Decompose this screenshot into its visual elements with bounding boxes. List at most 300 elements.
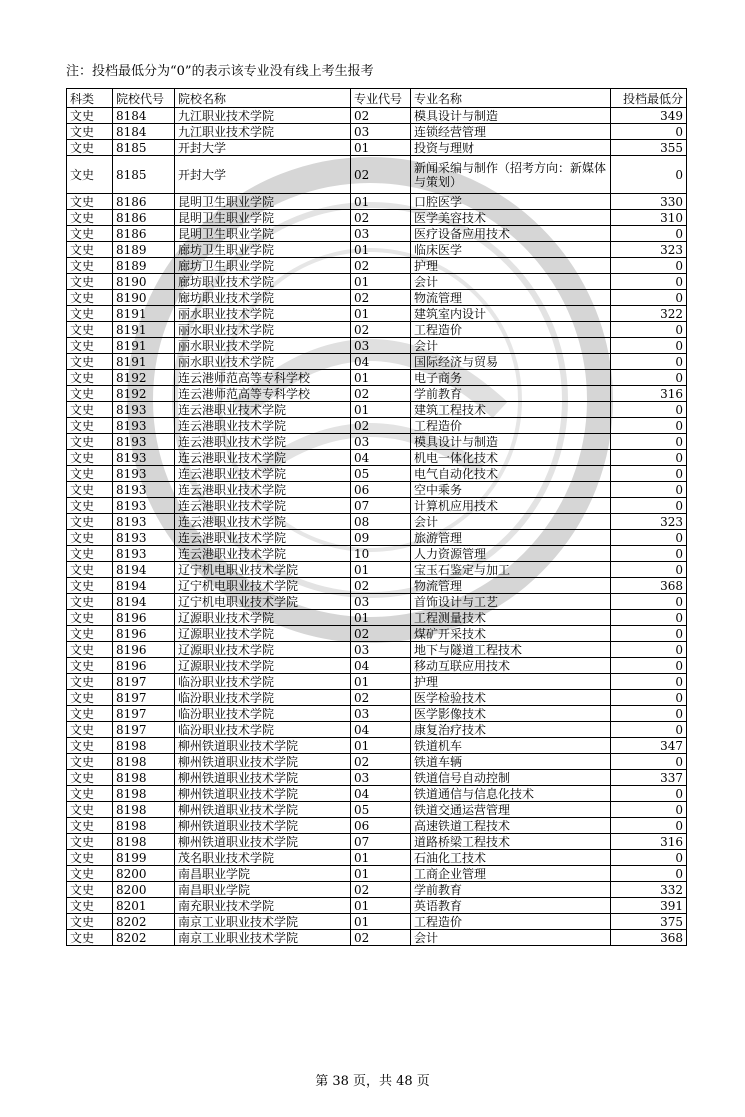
cell-min-score: 0 xyxy=(611,322,687,338)
cell-major-name: 铁道机车 xyxy=(411,738,611,754)
cell-category: 文史 xyxy=(67,898,113,914)
cell-school-name: 柳州铁道职业技术学院 xyxy=(175,834,351,850)
table-row xyxy=(67,594,687,610)
cell-min-score: 0 xyxy=(611,530,687,546)
cell-school-name: 辽宁机电职业技术学院 xyxy=(175,578,351,594)
cell-major-code: 01 xyxy=(351,610,411,626)
table-row xyxy=(67,834,687,850)
cell-category: 文史 xyxy=(67,386,113,402)
cell-category: 文史 xyxy=(67,124,113,140)
table-row xyxy=(67,578,687,594)
cell-school-code: 8196 xyxy=(113,610,175,626)
cell-category: 文史 xyxy=(67,690,113,706)
cell-major-code: 07 xyxy=(351,834,411,850)
cell-major-code: 01 xyxy=(351,402,411,418)
cell-school-code: 8189 xyxy=(113,242,175,258)
cell-category: 文史 xyxy=(67,626,113,642)
table-row xyxy=(67,402,687,418)
cell-min-score: 0 xyxy=(611,546,687,562)
cell-school-name: 辽源职业技术学院 xyxy=(175,626,351,642)
cell-school-name: 南京工业职业技术学院 xyxy=(175,930,351,946)
cell-major-code: 02 xyxy=(351,108,411,124)
cell-school-name: 连云港职业技术学院 xyxy=(175,418,351,434)
cell-category: 文史 xyxy=(67,354,113,370)
table-row xyxy=(67,866,687,882)
cell-major-code: 08 xyxy=(351,514,411,530)
cell-school-name: 柳州铁道职业技术学院 xyxy=(175,802,351,818)
cell-category: 文史 xyxy=(67,674,113,690)
cell-category: 文史 xyxy=(67,738,113,754)
cell-min-score: 0 xyxy=(611,754,687,770)
table-row xyxy=(67,156,687,194)
cell-major-name: 医学检验技术 xyxy=(411,690,611,706)
cell-school-code: 8184 xyxy=(113,124,175,140)
cell-school-name: 丽水职业技术学院 xyxy=(175,322,351,338)
cell-major-code: 02 xyxy=(351,210,411,226)
cell-school-code: 8193 xyxy=(113,402,175,418)
cell-school-code: 8196 xyxy=(113,658,175,674)
cell-school-code: 8191 xyxy=(113,322,175,338)
cell-school-code: 8193 xyxy=(113,546,175,562)
admission-score-table xyxy=(66,88,687,946)
cell-major-name: 学前教育 xyxy=(411,882,611,898)
cell-major-code: 02 xyxy=(351,156,411,194)
cell-category: 文史 xyxy=(67,434,113,450)
table-row xyxy=(67,194,687,210)
cell-school-name: 昆明卫生职业学院 xyxy=(175,226,351,242)
cell-school-name: 南充职业技术学院 xyxy=(175,898,351,914)
cell-major-name: 移动互联应用技术 xyxy=(411,658,611,674)
cell-category: 文史 xyxy=(67,866,113,882)
cell-school-code: 8198 xyxy=(113,770,175,786)
cell-min-score: 322 xyxy=(611,306,687,322)
page-footer: 第 38 页，共 48 页 xyxy=(315,1074,430,1089)
cell-min-score: 0 xyxy=(611,674,687,690)
table-row xyxy=(67,306,687,322)
cell-school-name: 柳州铁道职业技术学院 xyxy=(175,770,351,786)
cell-school-name: 柳州铁道职业技术学院 xyxy=(175,818,351,834)
cell-category: 文史 xyxy=(67,306,113,322)
cell-school-name: 廊坊卫生职业学院 xyxy=(175,242,351,258)
cell-school-name: 柳州铁道职业技术学院 xyxy=(175,738,351,754)
table-row xyxy=(67,258,687,274)
table-row xyxy=(67,498,687,514)
table-row xyxy=(67,914,687,930)
cell-school-code: 8192 xyxy=(113,370,175,386)
cell-min-score: 347 xyxy=(611,738,687,754)
cell-category: 文史 xyxy=(67,722,113,738)
cell-school-code: 8193 xyxy=(113,482,175,498)
cell-school-code: 8196 xyxy=(113,642,175,658)
cell-major-code: 02 xyxy=(351,930,411,946)
table-row xyxy=(67,290,687,306)
table-row xyxy=(67,514,687,530)
cell-school-name: 临汾职业技术学院 xyxy=(175,722,351,738)
cell-category: 文史 xyxy=(67,850,113,866)
cell-major-code: 01 xyxy=(351,194,411,210)
cell-category: 文史 xyxy=(67,914,113,930)
cell-major-name: 高速铁道工程技术 xyxy=(411,818,611,834)
cell-major-name: 新闻采编与制作（招考方向：新媒体与策划） xyxy=(411,156,611,194)
cell-category: 文史 xyxy=(67,642,113,658)
cell-school-code: 8191 xyxy=(113,354,175,370)
cell-school-code: 8192 xyxy=(113,386,175,402)
cell-major-name: 学前教育 xyxy=(411,386,611,402)
cell-school-name: 辽宁机电职业技术学院 xyxy=(175,562,351,578)
table-row xyxy=(67,322,687,338)
cell-major-code: 02 xyxy=(351,882,411,898)
cell-major-code: 03 xyxy=(351,594,411,610)
cell-school-name: 连云港职业技术学院 xyxy=(175,498,351,514)
cell-min-score: 0 xyxy=(611,850,687,866)
table-row xyxy=(67,738,687,754)
cell-school-name: 连云港职业技术学院 xyxy=(175,482,351,498)
table-row xyxy=(67,690,687,706)
cell-school-code: 8191 xyxy=(113,338,175,354)
cell-min-score: 0 xyxy=(611,626,687,642)
table-row xyxy=(67,434,687,450)
cell-category: 文史 xyxy=(67,482,113,498)
cell-category: 文史 xyxy=(67,834,113,850)
cell-min-score: 0 xyxy=(611,418,687,434)
cell-category: 文史 xyxy=(67,418,113,434)
cell-category: 文史 xyxy=(67,802,113,818)
cell-major-code: 04 xyxy=(351,658,411,674)
cell-min-score: 0 xyxy=(611,482,687,498)
cell-major-name: 康复治疗技术 xyxy=(411,722,611,738)
cell-school-code: 8202 xyxy=(113,930,175,946)
table-row xyxy=(67,482,687,498)
cell-min-score: 0 xyxy=(611,226,687,242)
cell-school-name: 辽源职业技术学院 xyxy=(175,610,351,626)
cell-min-score: 316 xyxy=(611,834,687,850)
cell-category: 文史 xyxy=(67,108,113,124)
table-row xyxy=(67,386,687,402)
cell-category: 文史 xyxy=(67,514,113,530)
cell-major-name: 会计 xyxy=(411,338,611,354)
cell-major-code: 01 xyxy=(351,370,411,386)
cell-category: 文史 xyxy=(67,466,113,482)
cell-category: 文史 xyxy=(67,242,113,258)
cell-major-code: 01 xyxy=(351,242,411,258)
cell-min-score: 332 xyxy=(611,882,687,898)
cell-min-score: 0 xyxy=(611,610,687,626)
cell-category: 文史 xyxy=(67,402,113,418)
cell-school-code: 8194 xyxy=(113,578,175,594)
cell-category: 文史 xyxy=(67,562,113,578)
cell-school-name: 辽宁机电职业技术学院 xyxy=(175,594,351,610)
cell-major-name: 电子商务 xyxy=(411,370,611,386)
cell-min-score: 0 xyxy=(611,466,687,482)
table-row xyxy=(67,786,687,802)
table-row xyxy=(67,210,687,226)
cell-major-name: 模具设计与制造 xyxy=(411,108,611,124)
table-row xyxy=(67,466,687,482)
cell-category: 文史 xyxy=(67,274,113,290)
cell-category: 文史 xyxy=(67,754,113,770)
cell-min-score: 316 xyxy=(611,386,687,402)
cell-major-name: 会计 xyxy=(411,930,611,946)
cell-school-name: 辽源职业技术学院 xyxy=(175,658,351,674)
cell-major-code: 02 xyxy=(351,626,411,642)
table-row xyxy=(67,108,687,124)
cell-school-code: 8200 xyxy=(113,882,175,898)
cell-major-code: 01 xyxy=(351,850,411,866)
table-row xyxy=(67,610,687,626)
header-major-code: 专业代号 xyxy=(351,89,411,108)
cell-school-code: 8185 xyxy=(113,156,175,194)
cell-min-score: 0 xyxy=(611,258,687,274)
header-category: 科类 xyxy=(67,89,113,108)
table-row xyxy=(67,706,687,722)
cell-school-code: 8185 xyxy=(113,140,175,156)
cell-category: 文史 xyxy=(67,322,113,338)
cell-min-score: 0 xyxy=(611,434,687,450)
cell-major-code: 03 xyxy=(351,706,411,722)
cell-major-code: 02 xyxy=(351,258,411,274)
cell-school-code: 8189 xyxy=(113,258,175,274)
cell-school-name: 柳州铁道职业技术学院 xyxy=(175,754,351,770)
cell-major-code: 01 xyxy=(351,914,411,930)
cell-min-score: 0 xyxy=(611,124,687,140)
cell-major-name: 地下与隧道工程技术 xyxy=(411,642,611,658)
cell-category: 文史 xyxy=(67,450,113,466)
cell-school-code: 8200 xyxy=(113,866,175,882)
cell-min-score: 0 xyxy=(611,642,687,658)
cell-category: 文史 xyxy=(67,370,113,386)
cell-school-code: 8197 xyxy=(113,674,175,690)
cell-school-code: 8193 xyxy=(113,434,175,450)
header-school-code: 院校代号 xyxy=(113,89,175,108)
cell-category: 文史 xyxy=(67,594,113,610)
cell-min-score: 0 xyxy=(611,818,687,834)
cell-min-score: 375 xyxy=(611,914,687,930)
cell-category: 文史 xyxy=(67,290,113,306)
cell-school-code: 8201 xyxy=(113,898,175,914)
cell-min-score: 0 xyxy=(611,274,687,290)
table-row xyxy=(67,770,687,786)
table-row xyxy=(67,658,687,674)
cell-major-name: 连锁经营管理 xyxy=(411,124,611,140)
cell-school-name: 九江职业技术学院 xyxy=(175,124,351,140)
cell-major-name: 工程测量技术 xyxy=(411,610,611,626)
cell-school-code: 8193 xyxy=(113,530,175,546)
cell-min-score: 0 xyxy=(611,866,687,882)
cell-school-code: 8193 xyxy=(113,514,175,530)
cell-category: 文史 xyxy=(67,770,113,786)
table-row xyxy=(67,140,687,156)
cell-category: 文史 xyxy=(67,578,113,594)
cell-category: 文史 xyxy=(67,786,113,802)
cell-school-code: 8191 xyxy=(113,306,175,322)
cell-school-name: 茂名职业技术学院 xyxy=(175,850,351,866)
table-row xyxy=(67,642,687,658)
cell-min-score: 391 xyxy=(611,898,687,914)
cell-school-code: 8190 xyxy=(113,290,175,306)
table-row xyxy=(67,850,687,866)
cell-major-code: 04 xyxy=(351,354,411,370)
cell-major-name: 铁道通信与信息化技术 xyxy=(411,786,611,802)
cell-major-code: 03 xyxy=(351,124,411,140)
cell-major-name: 英语教育 xyxy=(411,898,611,914)
table-row xyxy=(67,354,687,370)
cell-school-code: 8199 xyxy=(113,850,175,866)
cell-major-code: 03 xyxy=(351,226,411,242)
cell-major-name: 铁道交通运营管理 xyxy=(411,802,611,818)
cell-category: 文史 xyxy=(67,530,113,546)
cell-major-code: 03 xyxy=(351,642,411,658)
cell-major-code: 05 xyxy=(351,802,411,818)
cell-min-score: 0 xyxy=(611,402,687,418)
cell-major-name: 工程造价 xyxy=(411,914,611,930)
cell-major-code: 09 xyxy=(351,530,411,546)
cell-min-score: 368 xyxy=(611,930,687,946)
cell-major-name: 工商企业管理 xyxy=(411,866,611,882)
cell-school-code: 8197 xyxy=(113,722,175,738)
cell-school-name: 廊坊职业技术学院 xyxy=(175,274,351,290)
cell-category: 文史 xyxy=(67,658,113,674)
cell-major-name: 铁道信号自动控制 xyxy=(411,770,611,786)
table-row xyxy=(67,338,687,354)
cell-category: 文史 xyxy=(67,818,113,834)
cell-major-name: 道路桥梁工程技术 xyxy=(411,834,611,850)
cell-major-name: 建筑室内设计 xyxy=(411,306,611,322)
cell-school-name: 丽水职业技术学院 xyxy=(175,338,351,354)
cell-school-name: 柳州铁道职业技术学院 xyxy=(175,786,351,802)
cell-major-name: 会计 xyxy=(411,514,611,530)
cell-major-code: 04 xyxy=(351,722,411,738)
cell-category: 文史 xyxy=(67,546,113,562)
cell-major-code: 02 xyxy=(351,386,411,402)
cell-min-score: 355 xyxy=(611,140,687,156)
cell-school-code: 8193 xyxy=(113,498,175,514)
page-note: 注：投档最低分为“0”的表示该专业没有线上考生报考 xyxy=(66,64,374,79)
cell-category: 文史 xyxy=(67,338,113,354)
cell-major-code: 10 xyxy=(351,546,411,562)
cell-school-name: 开封大学 xyxy=(175,140,351,156)
cell-major-code: 06 xyxy=(351,818,411,834)
cell-school-name: 昆明卫生职业学院 xyxy=(175,194,351,210)
cell-school-code: 8190 xyxy=(113,274,175,290)
cell-school-code: 8186 xyxy=(113,194,175,210)
cell-school-name: 连云港职业技术学院 xyxy=(175,530,351,546)
cell-school-code: 8197 xyxy=(113,706,175,722)
cell-school-code: 8193 xyxy=(113,418,175,434)
cell-major-name: 护理 xyxy=(411,674,611,690)
cell-major-name: 物流管理 xyxy=(411,290,611,306)
table-row xyxy=(67,124,687,140)
cell-category: 文史 xyxy=(67,226,113,242)
cell-school-code: 8198 xyxy=(113,738,175,754)
cell-school-name: 连云港职业技术学院 xyxy=(175,466,351,482)
cell-school-code: 8202 xyxy=(113,914,175,930)
cell-min-score: 310 xyxy=(611,210,687,226)
cell-school-code: 8196 xyxy=(113,626,175,642)
table-row xyxy=(67,626,687,642)
cell-min-score: 0 xyxy=(611,706,687,722)
cell-school-name: 临汾职业技术学院 xyxy=(175,690,351,706)
cell-school-code: 8198 xyxy=(113,754,175,770)
cell-major-name: 投资与理财 xyxy=(411,140,611,156)
cell-min-score: 323 xyxy=(611,242,687,258)
table-row xyxy=(67,370,687,386)
cell-major-name: 口腔医学 xyxy=(411,194,611,210)
cell-major-name: 物流管理 xyxy=(411,578,611,594)
cell-major-code: 02 xyxy=(351,322,411,338)
cell-major-name: 旅游管理 xyxy=(411,530,611,546)
cell-category: 文史 xyxy=(67,258,113,274)
cell-min-score: 0 xyxy=(611,690,687,706)
cell-school-name: 九江职业技术学院 xyxy=(175,108,351,124)
cell-min-score: 0 xyxy=(611,156,687,194)
cell-major-code: 03 xyxy=(351,770,411,786)
cell-school-name: 连云港职业技术学院 xyxy=(175,402,351,418)
cell-category: 文史 xyxy=(67,498,113,514)
cell-major-name: 宝玉石鉴定与加工 xyxy=(411,562,611,578)
cell-school-code: 8193 xyxy=(113,466,175,482)
cell-school-name: 辽源职业技术学院 xyxy=(175,642,351,658)
table-header-row xyxy=(67,89,687,108)
cell-major-code: 01 xyxy=(351,140,411,156)
cell-school-code: 8198 xyxy=(113,834,175,850)
table-row xyxy=(67,722,687,738)
cell-category: 文史 xyxy=(67,194,113,210)
cell-school-name: 南昌职业学院 xyxy=(175,882,351,898)
table-row xyxy=(67,274,687,290)
cell-school-name: 开封大学 xyxy=(175,156,351,194)
cell-school-name: 丽水职业技术学院 xyxy=(175,306,351,322)
cell-major-name: 医学影像技术 xyxy=(411,706,611,722)
cell-min-score: 0 xyxy=(611,658,687,674)
cell-category: 文史 xyxy=(67,930,113,946)
cell-category: 文史 xyxy=(67,210,113,226)
cell-min-score: 0 xyxy=(611,594,687,610)
cell-major-code: 04 xyxy=(351,786,411,802)
cell-school-name: 丽水职业技术学院 xyxy=(175,354,351,370)
table-row xyxy=(67,754,687,770)
header-major-name: 专业名称 xyxy=(411,89,611,108)
cell-min-score: 0 xyxy=(611,338,687,354)
table-row xyxy=(67,450,687,466)
cell-category: 文史 xyxy=(67,706,113,722)
cell-school-name: 临汾职业技术学院 xyxy=(175,706,351,722)
cell-min-score: 0 xyxy=(611,290,687,306)
cell-school-code: 8186 xyxy=(113,210,175,226)
cell-major-name: 计算机应用技术 xyxy=(411,498,611,514)
cell-major-code: 02 xyxy=(351,690,411,706)
cell-major-code: 05 xyxy=(351,466,411,482)
table-row xyxy=(67,562,687,578)
cell-major-name: 机电一体化技术 xyxy=(411,450,611,466)
cell-category: 文史 xyxy=(67,882,113,898)
table-row xyxy=(67,818,687,834)
cell-major-code: 01 xyxy=(351,898,411,914)
cell-min-score: 0 xyxy=(611,370,687,386)
cell-major-code: 01 xyxy=(351,674,411,690)
cell-school-code: 8198 xyxy=(113,786,175,802)
cell-min-score: 0 xyxy=(611,498,687,514)
cell-min-score: 0 xyxy=(611,562,687,578)
cell-min-score: 330 xyxy=(611,194,687,210)
cell-major-name: 建筑工程技术 xyxy=(411,402,611,418)
cell-major-name: 工程造价 xyxy=(411,322,611,338)
header-school-name: 院校名称 xyxy=(175,89,351,108)
cell-school-code: 8198 xyxy=(113,818,175,834)
cell-major-code: 07 xyxy=(351,498,411,514)
cell-major-name: 电气自动化技术 xyxy=(411,466,611,482)
cell-major-code: 01 xyxy=(351,866,411,882)
cell-category: 文史 xyxy=(67,156,113,194)
